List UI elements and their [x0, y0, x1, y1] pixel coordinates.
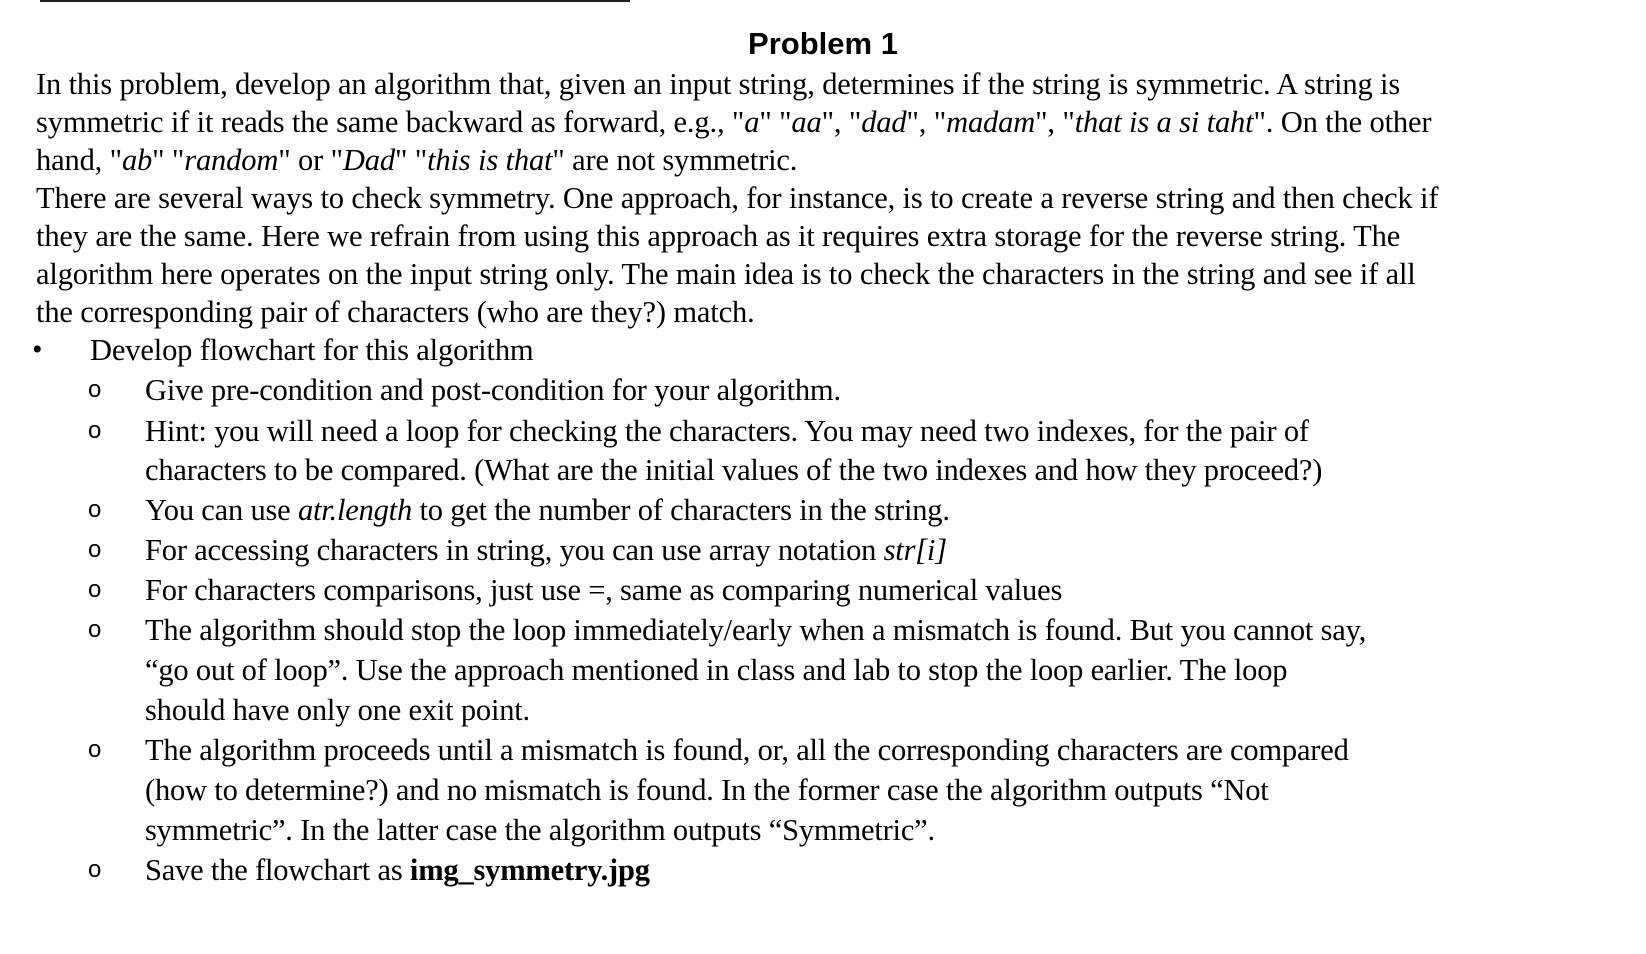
code-term: atr.length [297, 493, 413, 527]
example-string: madam [946, 105, 1036, 139]
text-run: Save the flowchart as [145, 853, 410, 887]
intro-line-3 [36, 141, 1626, 179]
sub-marker: o [88, 417, 102, 444]
text-run: For accessing characters in string, you can use array notation [145, 533, 884, 567]
approach-line-1: There are several ways to check symmetry. One approach, for instance, is to create a reverse string and then check if [36, 181, 1439, 215]
text-run: ", " [821, 105, 862, 139]
sub-marker: o [88, 576, 102, 603]
example-string: dad [861, 105, 907, 139]
sub-item-output-line-1: The algorithm proceeds until a mismatch is found, or, all the corresponding characters are compared [145, 733, 1349, 767]
top-rule [40, 0, 630, 2]
sub-item-stop-line-3: should have only one exit point. [145, 693, 530, 727]
sub-marker: o [88, 736, 102, 763]
sub-item-output-line-3: symmetric”. In the latter case the algorithm outputs “Symmetric”. [145, 813, 935, 847]
text-run: to get the number of characters in the string. [412, 493, 950, 527]
text-run: " " [152, 143, 185, 177]
sub-marker: o [88, 536, 102, 563]
example-string: a [744, 105, 760, 139]
sub-marker: o [88, 616, 102, 643]
sub-marker: o [88, 496, 102, 523]
text-run: " are not symmetric. [552, 143, 798, 177]
example-string: random [184, 143, 279, 177]
code-term: str[i] [883, 533, 947, 567]
sub-item-comparisons: For characters comparisons, just use =, same as comparing numerical values [145, 573, 1063, 607]
text-run: " " [759, 105, 792, 139]
sub-item-length [145, 490, 950, 530]
sub-marker: o [88, 856, 102, 883]
sub-item-hint-line-1: Hint: you will need a loop for checking the characters. You may need two indexes, for the pair of [145, 414, 1309, 448]
example-string: aa [791, 105, 822, 139]
sub-item-output-line-2: (how to determine?) and no mismatch is found. In the former case the algorithm outputs “Not [145, 773, 1269, 807]
approach-line-3: algorithm here operates on the input string only. The main idea is to check the characters in the string and see if all [36, 257, 1416, 291]
intro-line-2 [36, 103, 1626, 141]
text-run: ". On the other [1253, 105, 1432, 139]
sub-marker: o [88, 376, 102, 403]
sub-item-array-notation [145, 530, 947, 570]
page-title: Problem 1 [748, 26, 898, 61]
approach-line-2: they are the same. Here we refrain from using this approach as it requires extra storage for the reverse string. The [36, 219, 1401, 253]
approach-paragraph [36, 179, 1626, 331]
intro-paragraph [36, 65, 1626, 179]
file-name: img_symmetry.jpg [409, 853, 650, 887]
example-string: that is a si taht [1074, 105, 1254, 139]
text-run: ", " [906, 105, 947, 139]
text-run: ", " [1035, 105, 1075, 139]
bullet-marker: • [32, 333, 43, 366]
sub-item-save [145, 850, 650, 890]
text-run: " or " [278, 143, 343, 177]
sub-item-conditions: Give pre-condition and post-condition for your algorithm. [145, 373, 841, 407]
sub-item-stop-line-2: “go out of loop”. Use the approach mentioned in class and lab to stop the loop earlier. The loop [145, 653, 1288, 687]
intro-line-1: In this problem, develop an algorithm that, given an input string, determines if the string is symmetric. A string is [36, 67, 1401, 101]
sub-item-stop-line-1: The algorithm should stop the loop immediately/early when a mismatch is found. But you cannot say, [145, 613, 1367, 647]
bullet-item-develop-flowchart: Develop flowchart for this algorithm [90, 333, 534, 367]
approach-line-4: the corresponding pair of characters (who are they?) match. [36, 295, 755, 329]
sub-item-hint-line-2: characters to be compared. (What are the initial values of the two indexes and how they proceed?) [145, 453, 1323, 487]
text-run: You can use [145, 493, 298, 527]
example-string: ab [121, 143, 153, 177]
text-run: symmetric if it reads the same backward as forward, e.g., " [36, 105, 745, 139]
example-string: this is that [427, 143, 553, 177]
text-run: " " [394, 143, 428, 177]
example-string: Dad [342, 143, 395, 177]
text-run: hand, " [36, 143, 122, 177]
